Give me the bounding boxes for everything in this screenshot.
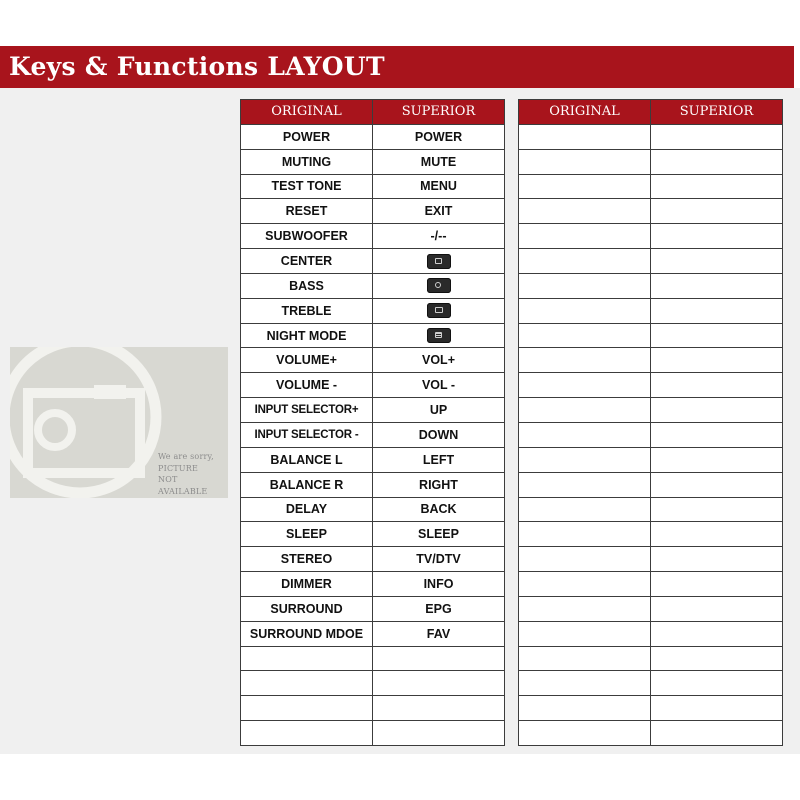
table-row [241,472,505,497]
superior-key-cell: MENU [373,174,505,199]
header-superior: SUPERIOR [373,100,505,125]
table-row [519,348,783,373]
table-row [519,174,783,199]
not-available-message: We are sorry, PICTURE NOT AVAILABLE [158,452,214,496]
key-button-icon-3 [427,303,451,318]
table-row [241,249,505,274]
superior-key-cell: UP [373,398,505,423]
original-key-cell [519,224,651,249]
original-key-cell: RESET [241,199,373,224]
superior-key-cell [651,174,783,199]
table-row [241,671,505,696]
original-key-cell: BALANCE L [241,447,373,472]
original-key-cell [519,199,651,224]
picture-not-available-image [10,347,228,498]
superior-key-cell: DOWN [373,422,505,447]
table-row [241,373,505,398]
superior-key-cell [373,646,505,671]
keys-table-right [518,99,783,746]
superior-key-cell [651,547,783,572]
superior-key-cell: -/-- [373,224,505,249]
original-key-cell: SLEEP [241,522,373,547]
superior-key-cell [651,522,783,547]
original-key-cell [519,497,651,522]
table-row [519,572,783,597]
original-key-cell [519,348,651,373]
table-row [519,522,783,547]
original-key-cell [519,149,651,174]
table-row [241,497,505,522]
original-key-cell [519,646,651,671]
superior-key-cell: LEFT [373,447,505,472]
table-row [241,398,505,423]
table-row [519,447,783,472]
superior-key-cell: RIGHT [373,472,505,497]
superior-key-cell [651,422,783,447]
key-button-icon-4 [427,328,451,343]
original-key-cell: BASS [241,273,373,298]
superior-key-cell [373,721,505,746]
superior-key-cell [651,298,783,323]
superior-key-cell [651,124,783,149]
original-key-cell: SURROUND MDOE [241,621,373,646]
superior-key-cell [651,373,783,398]
original-key-cell [519,298,651,323]
page-title: Keys & Functions LAYOUT [0,46,794,88]
superior-key-cell [651,323,783,348]
superior-key-cell [651,199,783,224]
original-key-cell [519,547,651,572]
header-superior: SUPERIOR [651,100,783,125]
table-row [519,472,783,497]
original-key-cell [519,522,651,547]
original-key-cell: VOLUME - [241,373,373,398]
original-key-cell: STEREO [241,547,373,572]
superior-key-cell [651,447,783,472]
original-key-cell: POWER [241,124,373,149]
original-key-cell: NIGHT MODE [241,323,373,348]
table-row [519,547,783,572]
original-key-cell [519,323,651,348]
superior-key-cell [373,671,505,696]
superior-key-cell [651,224,783,249]
superior-key-cell: POWER [373,124,505,149]
superior-key-cell [651,249,783,274]
table-row [241,124,505,149]
original-key-cell: VOLUME+ [241,348,373,373]
original-key-cell [519,249,651,274]
superior-key-cell [651,671,783,696]
original-key-cell [241,646,373,671]
original-key-cell: BALANCE R [241,472,373,497]
table-row [519,596,783,621]
table-row [241,298,505,323]
original-key-cell [519,174,651,199]
header-original: ORIGINAL [519,100,651,125]
table-row [519,646,783,671]
original-key-cell [519,621,651,646]
table-row [519,721,783,746]
table-row [519,373,783,398]
superior-key-cell: BACK [373,497,505,522]
superior-key-cell [651,696,783,721]
superior-key-cell [651,273,783,298]
table-row [519,224,783,249]
original-key-cell: TEST TONE [241,174,373,199]
original-key-cell [519,273,651,298]
table-row [241,224,505,249]
table-row [519,497,783,522]
superior-key-cell: INFO [373,572,505,597]
table-row [241,522,505,547]
original-key-cell [241,696,373,721]
table-row [519,422,783,447]
original-key-cell [519,472,651,497]
table-row [519,671,783,696]
superior-key-cell [651,596,783,621]
key-button-icon-1 [427,254,451,269]
table-row [241,621,505,646]
original-key-cell [241,671,373,696]
superior-key-cell [651,398,783,423]
table-row [519,298,783,323]
table-row [241,199,505,224]
table-row [519,199,783,224]
superior-key-cell: FAV [373,621,505,646]
original-key-cell [519,572,651,597]
keys-table-left [240,99,505,746]
superior-key-cell [651,646,783,671]
table-row [519,249,783,274]
original-key-cell: CENTER [241,249,373,274]
original-key-cell: SUBWOOFER [241,224,373,249]
superior-key-cell [651,348,783,373]
header-original: ORIGINAL [241,100,373,125]
superior-key-cell [651,572,783,597]
superior-key-cell: VOL - [373,373,505,398]
superior-key-cell [373,273,505,298]
original-key-cell [519,721,651,746]
original-key-cell [519,373,651,398]
superior-key-cell [373,696,505,721]
original-key-cell [519,422,651,447]
superior-key-cell [651,721,783,746]
original-key-cell [519,671,651,696]
original-key-cell: DIMMER [241,572,373,597]
original-key-cell [519,447,651,472]
table-row [241,348,505,373]
table-row [241,422,505,447]
table-row [519,149,783,174]
table-row [241,696,505,721]
original-key-cell: SURROUND [241,596,373,621]
table-row [241,646,505,671]
table-row [519,621,783,646]
table-row [241,547,505,572]
key-button-icon-2 [427,278,451,293]
superior-key-cell: MUTE [373,149,505,174]
table-row [241,149,505,174]
original-key-cell: INPUT SELECTOR - [241,422,373,447]
table-row [241,721,505,746]
table-row [519,696,783,721]
original-key-cell [519,398,651,423]
table-row [519,124,783,149]
table-row [241,596,505,621]
original-key-cell [241,721,373,746]
superior-key-cell: SLEEP [373,522,505,547]
table-row [241,323,505,348]
original-key-cell [519,596,651,621]
table-row [241,447,505,472]
table-row [519,398,783,423]
original-key-cell: MUTING [241,149,373,174]
superior-key-cell: VOL+ [373,348,505,373]
table-row [519,273,783,298]
superior-key-cell: TV/DTV [373,547,505,572]
superior-key-cell [651,149,783,174]
table-row [241,174,505,199]
original-key-cell: INPUT SELECTOR+ [241,398,373,423]
superior-key-cell: EPG [373,596,505,621]
superior-key-cell [651,472,783,497]
original-key-cell: DELAY [241,497,373,522]
original-key-cell [519,696,651,721]
table-row [519,323,783,348]
superior-key-cell [651,621,783,646]
superior-key-cell [373,298,505,323]
superior-key-cell: EXIT [373,199,505,224]
table-row [241,572,505,597]
original-key-cell: TREBLE [241,298,373,323]
table-row [241,273,505,298]
superior-key-cell [373,323,505,348]
original-key-cell [519,124,651,149]
superior-key-cell [651,497,783,522]
superior-key-cell [373,249,505,274]
